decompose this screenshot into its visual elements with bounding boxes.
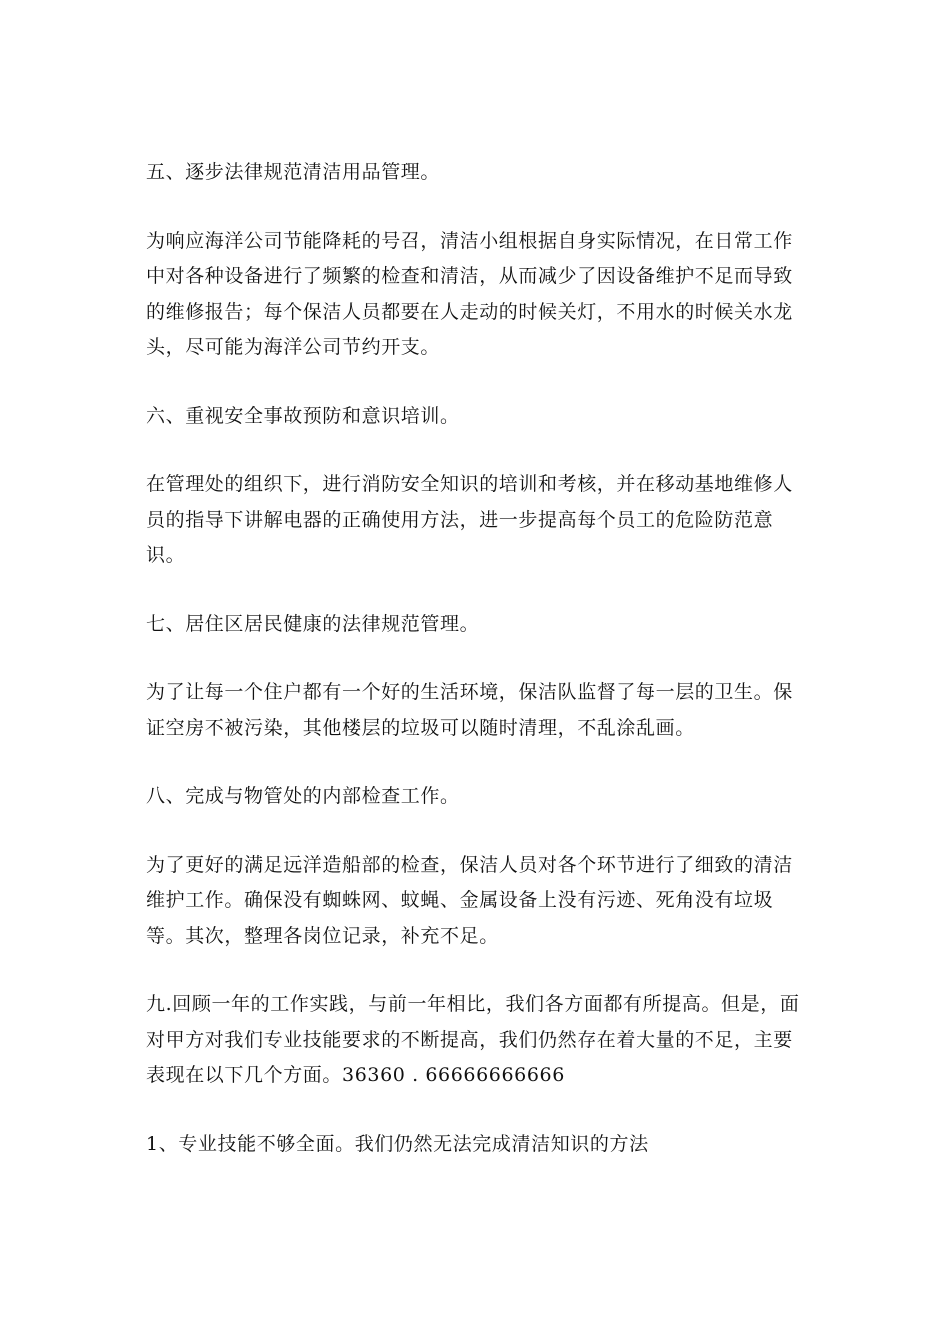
section-heading-6: 六、重视安全事故预防和意识培训。: [146, 404, 460, 427]
paragraph-annual-review: 九.回顾一年的工作实践，与前一年相比，我们各方面都有所提高。但是，面对甲方对我们专业技能要求的不断提高，我们仍然存在着大量的不足，主要表现在以下几个方面。36360 . 66666666666: [146, 993, 800, 1086]
paragraph-residential-hygiene: 为了让每一个住户都有一个好的生活环境，保洁队监督了每一层的卫生。保证空房不被污染，其他楼层的垃圾可以随时清理，不乱涂乱画。: [146, 681, 793, 739]
section-heading-7: 七、居住区居民健康的法律规范管理。: [146, 612, 480, 635]
paragraph-inspection: 为了更好的满足远洋造船部的检查，保洁人员对各个环节进行了细致的清洁维护工作。确保没有蜘蛛网、蚊蝇、金属设备上没有污迹、死角没有垃圾等。其次，整理各岗位记录，补充不足。: [146, 853, 793, 947]
section-heading-8: 八、完成与物管处的内部检查工作。: [146, 785, 460, 807]
list-item-1: 1、专业技能不够全面。我们仍然无法完成清洁知识的方法: [146, 1132, 649, 1155]
paragraph-safety-training: 在管理处的组织下，进行消防安全知识的培训和考核，并在移动基地维修人员的指导下讲解电器的正确使用方法，进一步提高每个员工的危险防范意识。: [146, 473, 793, 566]
paragraph-energy-saving: 为响应海洋公司节能降耗的号召，清洁小组根据自身实际情况，在日常工作中对各种设备进行了频繁的检查和清洁，从而减少了因设备维护不足而导致的维修报告；每个保洁人员都要在人走动的时候关灯，不用水的时候关水龙头，尽可能为海洋公司节约开支。: [146, 229, 793, 358]
document-body: [146, 155, 806, 1162]
section-heading-5: 五、逐步法律规范清洁用品管理。: [146, 161, 441, 183]
